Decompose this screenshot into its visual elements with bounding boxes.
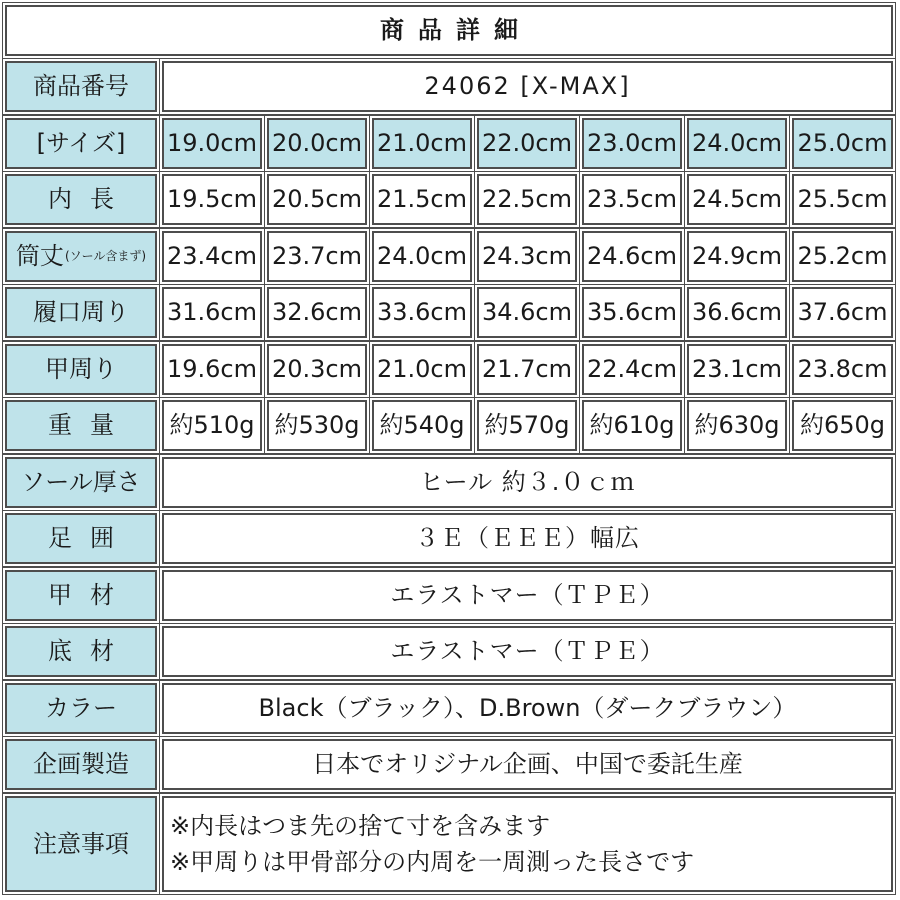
shaft-height-cell: 24.6cm: [582, 231, 682, 282]
opening-circumference-cell: 33.6cm: [372, 287, 472, 338]
value-color: Black（ブラック）、D.Brown（ダークブラウン）: [162, 683, 893, 734]
note-line: ※甲周りは甲骨部分の内周を一周測った長さです: [170, 848, 695, 876]
label-shaft-height: [5, 231, 157, 282]
label-sole-material: 底材: [5, 626, 157, 677]
table-title: 商品詳細: [5, 5, 893, 56]
shaft-height-cell: 25.2cm: [792, 231, 893, 282]
inner-length-cell: 20.5cm: [267, 174, 367, 225]
inner-length-cell: 21.5cm: [372, 174, 472, 225]
inner-length-cell: 25.5cm: [792, 174, 893, 225]
weight-cell: 約510g: [162, 400, 262, 451]
instep-circumference-cell: 23.1cm: [687, 344, 787, 395]
instep-circumference-cell: 22.4cm: [582, 344, 682, 395]
size-cell: 23.0cm: [582, 118, 682, 169]
shaft-height-label-note: (ソール含まず): [64, 249, 147, 264]
value-production: 日本でオリジナル企画、中国で委託生産: [162, 739, 893, 790]
label-sole-thickness: ソール厚さ: [5, 457, 157, 508]
value-notes: [162, 796, 893, 892]
opening-circumference-cell: 31.6cm: [162, 287, 262, 338]
weight-cell: 約650g: [792, 400, 893, 451]
shaft-height-cell: 24.9cm: [687, 231, 787, 282]
label-production: 企画製造: [5, 739, 157, 790]
size-cell: 21.0cm: [372, 118, 472, 169]
weight-cell: 約540g: [372, 400, 472, 451]
instep-circumference-cell: 19.6cm: [162, 344, 262, 395]
instep-circumference-cell: 21.7cm: [477, 344, 577, 395]
size-cell: 20.0cm: [267, 118, 367, 169]
size-cell: 19.0cm: [162, 118, 262, 169]
label-size: [サイズ]: [5, 118, 157, 169]
opening-circumference-cell: 32.6cm: [267, 287, 367, 338]
inner-length-cell: 23.5cm: [582, 174, 682, 225]
shaft-height-cell: 24.0cm: [372, 231, 472, 282]
label-opening-circumference: 履口周り: [5, 287, 157, 338]
opening-circumference-cell: 35.6cm: [582, 287, 682, 338]
shaft-height-label-text: 筒丈: [15, 242, 64, 271]
inner-length-cell: 22.5cm: [477, 174, 577, 225]
shaft-height-cell: 23.4cm: [162, 231, 262, 282]
label-upper-material: 甲材: [5, 570, 157, 621]
inner-length-cell: 19.5cm: [162, 174, 262, 225]
label-notes: 注意事項: [5, 796, 157, 892]
value-product-number: 24062 [X-MAX]: [162, 61, 893, 112]
note-line: ※内長はつま先の捨て寸を含みます: [170, 812, 551, 840]
weight-cell: 約630g: [687, 400, 787, 451]
label-color: カラー: [5, 683, 157, 734]
weight-cell: 約610g: [582, 400, 682, 451]
instep-circumference-cell: 23.8cm: [792, 344, 893, 395]
size-cell: 25.0cm: [792, 118, 893, 169]
label-inner-length: 内長: [5, 174, 157, 225]
size-cell: 22.0cm: [477, 118, 577, 169]
inner-length-cell: 24.5cm: [687, 174, 787, 225]
instep-circumference-cell: 20.3cm: [267, 344, 367, 395]
shaft-height-cell: 24.3cm: [477, 231, 577, 282]
opening-circumference-cell: 36.6cm: [687, 287, 787, 338]
value-sole-material: エラストマー（ＴＰＥ）: [162, 626, 893, 677]
size-cell: 24.0cm: [687, 118, 787, 169]
opening-circumference-cell: 34.6cm: [477, 287, 577, 338]
weight-cell: 約530g: [267, 400, 367, 451]
weight-cell: 約570g: [477, 400, 577, 451]
value-width: ３Ｅ（ＥＥＥ）幅広: [162, 513, 893, 564]
shaft-height-cell: 23.7cm: [267, 231, 367, 282]
instep-circumference-cell: 21.0cm: [372, 344, 472, 395]
value-sole-thickness: ヒール 約３.０ｃｍ: [162, 457, 893, 508]
label-width: 足囲: [5, 513, 157, 564]
opening-circumference-cell: 37.6cm: [792, 287, 893, 338]
label-weight: 重量: [5, 400, 157, 451]
value-upper-material: エラストマー（ＴＰＥ）: [162, 570, 893, 621]
label-product-number: 商品番号: [5, 61, 157, 112]
label-instep-circumference: 甲周り: [5, 344, 157, 395]
